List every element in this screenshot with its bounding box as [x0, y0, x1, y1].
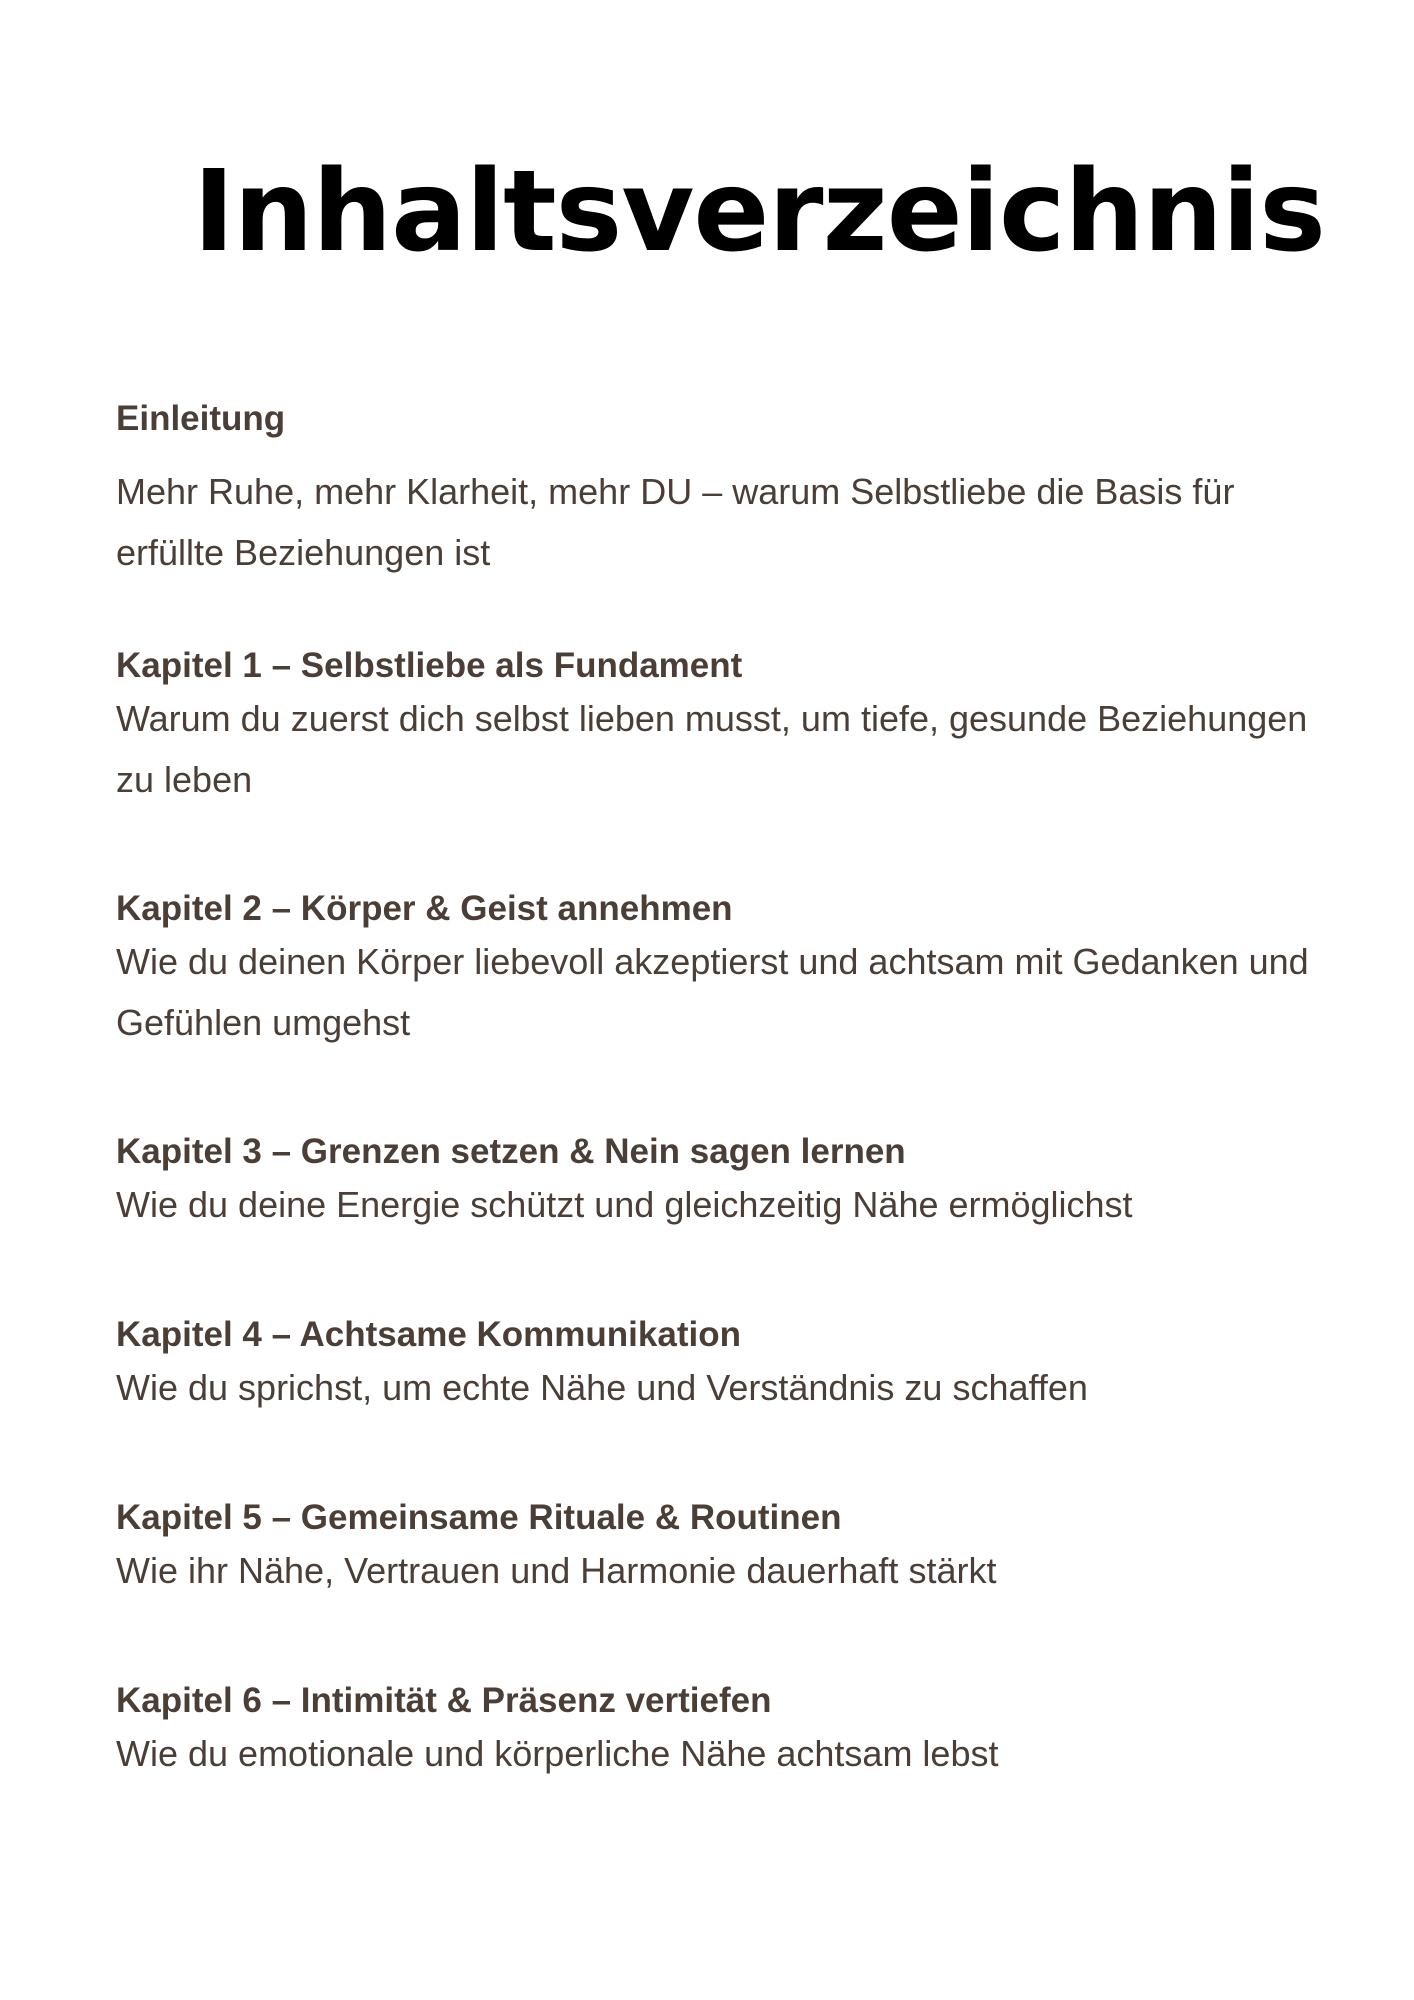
toc-entry-kapitel-4 — [116, 1313, 1316, 1418]
toc-entry-heading: Kapitel 5 – Gemeinsame Rituale & Routinen — [116, 1498, 842, 1537]
toc-entry-description: Wie ihr Nähe, Vertrauen und Harmonie dauerhaft stärkt — [116, 1550, 997, 1591]
toc-entry-description: Mehr Ruhe, mehr Klarheit, mehr DU – warum Selbstliebe die Basis für erfüllte Beziehungen ist — [116, 471, 1235, 573]
toc-entry-heading: Kapitel 4 – Achtsame Kommunikation — [116, 1315, 741, 1354]
toc-entry-description: Wie du deinen Körper liebevoll akzeptierst und achtsam mit Gedanken und Gefühlen umgehst — [116, 941, 1309, 1043]
toc-entry-description: Wie du emotionale und körperliche Nähe achtsam lebst — [116, 1733, 999, 1774]
toc-entry-heading: Einleitung — [116, 399, 286, 438]
toc-entry-einleitung — [116, 397, 1316, 583]
toc-entry-kapitel-2 — [116, 887, 1316, 1053]
toc-entry-kapitel-3 — [116, 1130, 1316, 1235]
toc-entry-heading: Kapitel 1 – Selbstliebe als Fundament — [116, 646, 743, 685]
toc-entry-description: Wie du deine Energie schützt und gleichzeitig Nähe ermöglichst — [116, 1184, 1133, 1225]
page-title: Inhaltsverzeichnis — [193, 147, 1325, 277]
toc-entry-description: Wie du sprichst, um echte Nähe und Verständnis zu schaffen — [116, 1367, 1088, 1408]
toc-entry-kapitel-5 — [116, 1496, 1316, 1601]
toc-entry-heading: Kapitel 3 – Grenzen setzen & Nein sagen lernen — [116, 1132, 906, 1171]
toc-entry-kapitel-1 — [116, 644, 1316, 810]
toc-entry-description: Warum du zuerst dich selbst lieben musst, um tiefe, gesunde Beziehungen zu leben — [116, 698, 1308, 800]
toc-entry-heading: Kapitel 2 – Körper & Geist annehmen — [116, 889, 733, 928]
toc-entry-heading: Kapitel 6 – Intimität & Präsenz vertiefen — [116, 1681, 772, 1720]
toc-entry-kapitel-6 — [116, 1679, 1316, 1784]
